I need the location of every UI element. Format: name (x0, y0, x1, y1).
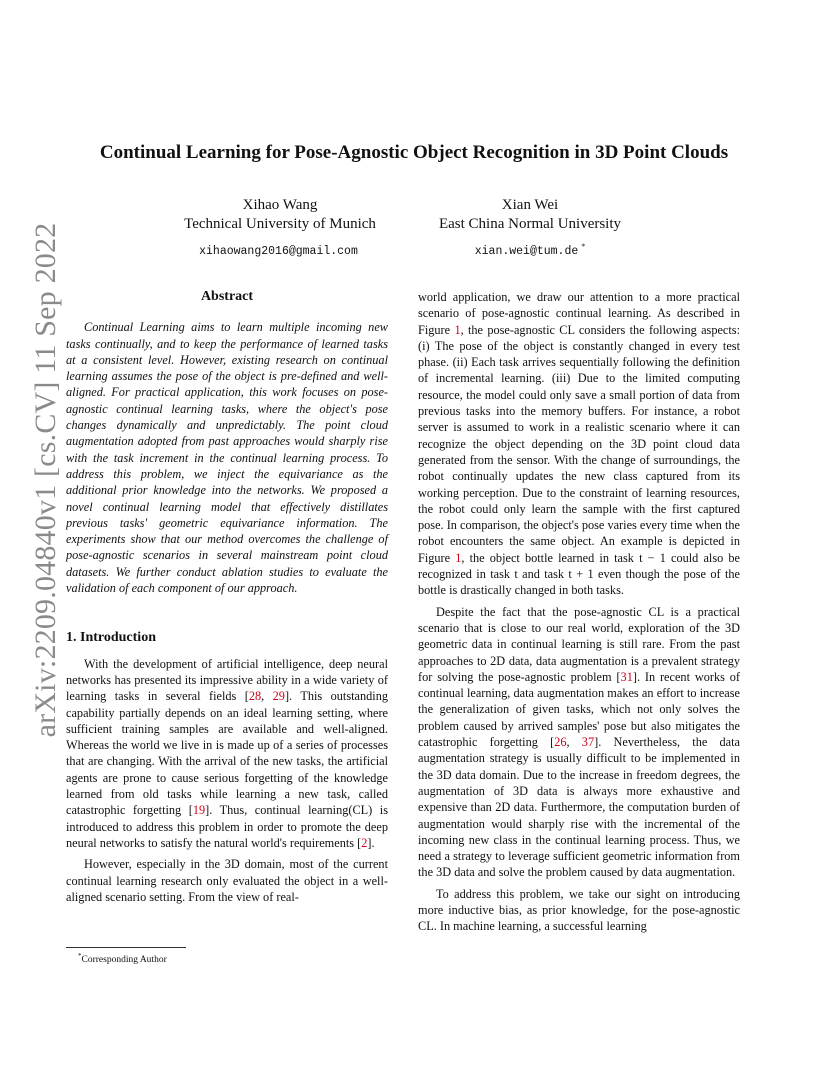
paragraph: To address this problem, we take our sight on introducing more inductive bias, as prior knowledge, for the pose-agnostic CL. In machine learning, a successful learning (418, 886, 740, 934)
footnote-mark: * (78, 952, 82, 960)
abstract-heading: Abstract (200, 289, 254, 304)
author-name: Xihao Wang (242, 197, 318, 213)
citation-link[interactable]: 19 (192, 803, 206, 818)
paragraph: world application, we draw our attention to a more practical scenario of pose-agnostic continual learning. As described in Figure 1, the pose-agnostic CL considers the following aspects: (i) The pose of the object is constantly changed in every test phase. (ii) Each task arrives sequentially following the definition of incremental learning. (iii) Due to the limited computing resource, the model could only save a small portion of data from previous tasks into the memory buffers. For instance, a robot server is assumed to work in a realistic scenario where it can recognize the object depending on the 3D point cloud data generated from the sensor. With the change of surroundings, the robot continually updates the new class captured from its working perception. Due to the constraint of learning resources, the robot could only learn the sample with the first captured pose. In comparison, the object's pose varies every time when the robot encounters the same object. An example is depicted in Figure 1, the object bottle learned in task t − 1 could also be recognized in task t and task t + 1 even though the pose of the bottle is drastically changed in both tasks. (418, 290, 741, 598)
footnote-text: Corresponding Author (81, 955, 167, 966)
author-2 (420, 196, 640, 261)
footnote (78, 952, 167, 965)
author-email: xian.wei@tum.de (474, 244, 579, 258)
paragraph: However, especially in the 3D domain, most of the current continual learning research only evaluated the object in a well-aligned scenario setting. From the view of real- (66, 857, 388, 904)
author-1 (170, 196, 390, 261)
section-heading: 1. Introduction (66, 630, 156, 646)
paragraph: Despite the fact that the pose-agnostic CL is a practical scenario that is close to our real world, exploration of the 3D geometric data in continual learning is still rare. From the past approaches to 2D data, data augmentation is a prevalent strategy for solving the pose-agnostic problem [31]. In recent works of continual learning, data augmentation makes an effort to increase the generalization of given tasks, which not only solves the problem caused by arrived samples' pose but also mitigates the catastrophic forgetting [26, 37]. Nevertheless, the data augmentation strategy is usually difficult to be implemented in the 3D data domain. Due to the increase in freedom degrees, the augmentation of 3D data is always more exhaustive and expensive than 2D data. Furthermore, the computation burden of augmentation would sharply rise with the incremental of the incoming new class in the continual learning process. Thus, we need a strategy to leverage sufficient geometric information from the 3D data and solve the problem caused by data augmentation. (418, 604, 741, 880)
figure-link[interactable]: 1 (454, 322, 461, 337)
abstract-text: Continual Learning aims to learn multiple incoming new tasks continually, and to keep the performance of learned tasks at a consistent level. However, existing research on continual learning assumes the pose of the object is pre-defined and well-aligned. For practical application, this work focuses on pose-agnostic continual learning tasks, where the object's pose changes dynamically and unpredictably. The point cloud augmentation adopted from past approaches would sharply rise with the task increment in the continual learning process. To address this problem, we inject the equivariance as the additional prior knowledge into the networks. We proposed a novel continual learning model that effectively distillates previous tasks' geometric equivariance information. The experiments show that our method overcomes the challenge of pose-agnostic scenarios in several mainstream point cloud datasets. We further conduct ablation studies to evaluate the validation of each component of our approach. (66, 320, 388, 596)
citation-link[interactable]: 31 (620, 669, 633, 684)
author-email: xihaowang2016@gmail.com (199, 244, 358, 258)
citation-link[interactable]: 29 (272, 689, 285, 704)
author-mark: * (581, 242, 586, 251)
author-affiliation: Technical University of Munich (184, 216, 376, 232)
right-column (418, 289, 740, 940)
footnote-rule (66, 947, 186, 948)
citation-link[interactable]: 2 (361, 835, 368, 850)
author-name: Xian Wei (501, 197, 559, 213)
author-affiliation: East China Normal University (438, 216, 622, 232)
figure-link[interactable]: 1 (455, 550, 462, 565)
left-column (66, 289, 388, 910)
paragraph: With the development of artificial intelligence, deep neural networks has presented its impressive ability in a wide variety of learning tasks in several fields [28, 29]. This outstanding capability partially depends on an ideal learning setting, where sufficient training samples are available and well-aligned. Whereas the world we live in is made up of a series of processes that are changing. With the arrival of the new tasks, the artificial agents are prone to cause serious forgetting of the knowledge learned from old tasks while learning a new task, called catastrophic forgetting [19]. Thus, continual learning(CL) is introduced to address this problem in order to promote the deep neural networks to satisfy the natural world's requirements [2]. (66, 656, 389, 850)
citation-link[interactable]: 28 (248, 689, 262, 704)
paper-title: Continual Learning for Pose-Agnostic Object Recognition in 3D Point Clouds (99, 142, 729, 163)
citation-link[interactable]: 26 (554, 735, 567, 750)
arxiv-watermark: arXiv:2209.04840v1 [cs.CV] 11 Sep 2022 (29, 222, 62, 738)
citation-link[interactable]: 37 (581, 735, 595, 750)
